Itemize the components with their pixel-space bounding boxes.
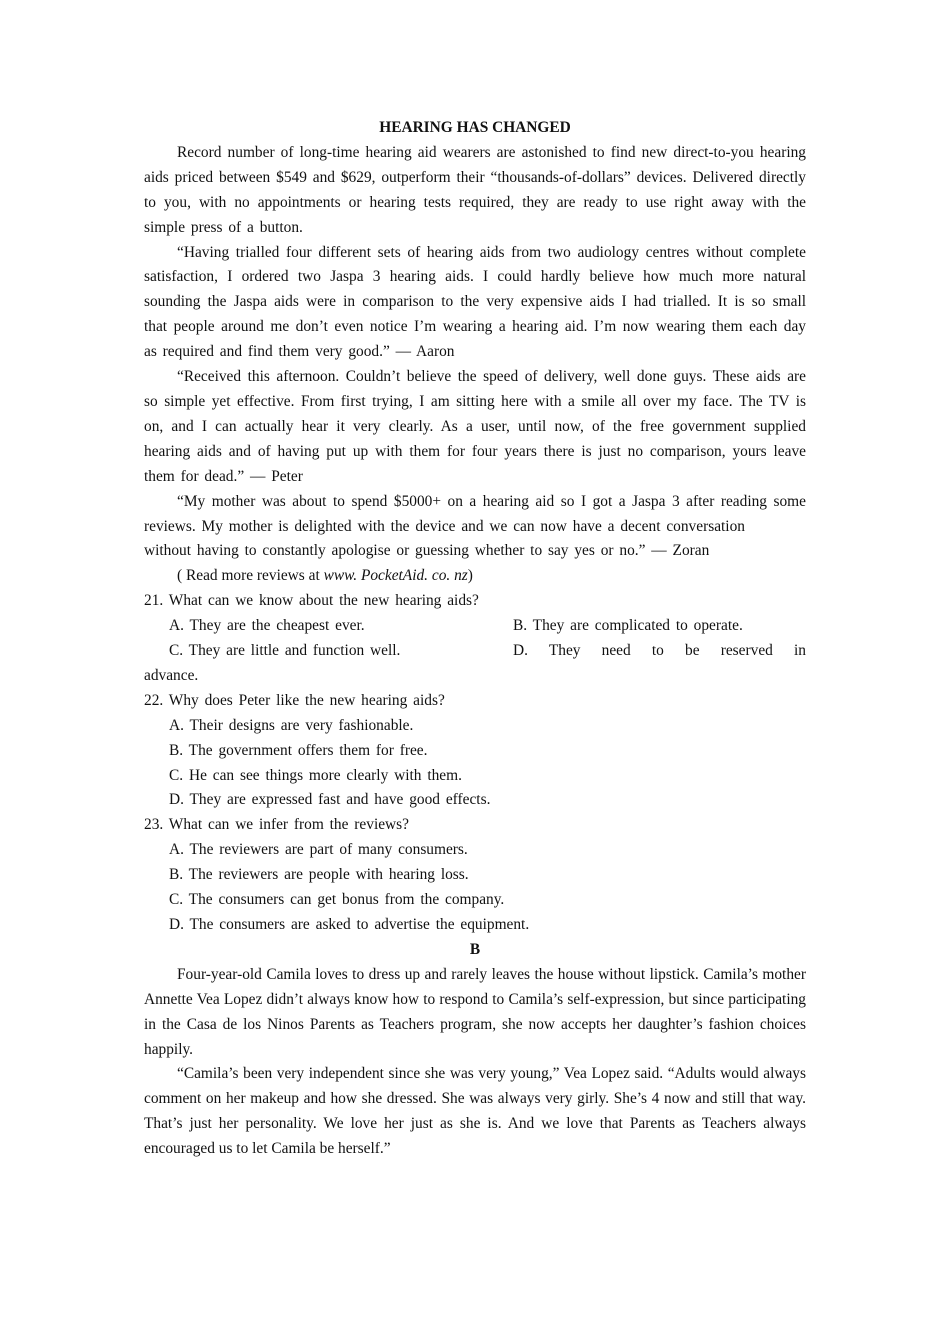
option-c: C. He can see things more clearly with them. — [169, 766, 462, 784]
review-peter: “Received this afternoon. Couldn’t believe the speed of delivery, well done guys. These aids are so simple yet effective. From first trying, I am sitting here with a smile all over my face. The TV is on, and I can actually hear it very clearly. As a user, until now, of the free government supplied hearing aids and of having put up with them for four years there is just no comparison, yours leave them for dead.” — Peter — [144, 368, 806, 485]
document-page — [144, 116, 806, 1162]
option-a: A. They are the cheapest ever. — [169, 617, 365, 635]
article-paragraph: Record number of long-time hearing aid wearers are astonished to find new direct-to-you hearing aids priced between $549 and $629, outperform their “thousands-of-dollars” devices. Delivered directly to you, with no appointments or hearing tests required, they are ready to use right away with the simple press of a button. — [144, 143, 806, 236]
option-row — [144, 639, 806, 664]
option-b: B. They are complicated to operate. — [513, 617, 743, 635]
option-b: B. The reviewers are people with hearing loss. — [169, 866, 469, 884]
question-stem: 22. Why does Peter like the new hearing aids? — [144, 691, 445, 709]
more-reviews-prefix: ( Read more reviews at — [177, 567, 324, 585]
review-zoran-continued: without having to constantly apologise or guessing whether to say yes or no.” — Zoran — [144, 542, 710, 560]
article-title: HEARING HAS CHANGED — [379, 119, 571, 136]
option-d: D. They need to be reserved in — [513, 642, 806, 660]
review-aaron: “Having trialled four different sets of hearing aids from two audiology centres without complete satisfaction, I ordered two Jaspa 3 hearing aids. I could hardly believe how much more natural sounding the Jaspa aids were in comparison to the very expensive aids I had trialled. It is so small that people around me don’t even notice I’m wearing a hearing aid. I’m now wearing them each day as required and find them very good.” — Aaron — [144, 243, 806, 361]
option-a: A. Their designs are very fashionable. — [169, 716, 414, 734]
review-zoran: “My mother was about to spend $5000+ on a hearing aid so I got a Jaspa 3 after reading some reviews. My mother is delighted with the device and we can now have a decent conversation — [144, 492, 806, 535]
option-d: D. They are expressed fast and have good effects. — [169, 791, 491, 809]
question-stem: 21. What can we know about the new hearing aids? — [144, 592, 479, 610]
option-b: B. The government offers them for free. — [169, 741, 428, 759]
question-stem: 23. What can we infer from the reviews? — [144, 816, 409, 834]
option-c: C. They are little and function well. — [169, 642, 401, 660]
article-b-paragraph: “Camila’s been very independent since she was very young,” Vea Lopez said. “Adults would always comment on her makeup and how she dressed. She was always very girly. She’s 4 now and still that way. That’s just her personality. We love her just as she is. And we love that Parents as Teachers always encouraged us to let Camila be herself.” — [144, 1065, 806, 1158]
option-d: D. The consumers are asked to advertise the equipment. — [169, 916, 530, 933]
option-a: A. The reviewers are part of many consumers. — [169, 841, 468, 859]
option-d-continued: advance. — [144, 666, 199, 684]
article-b-paragraph: Four-year-old Camila loves to dress up and rarely leaves the house without lipstick. Camila’s mother Annette Vea Lopez didn’t always know how to respond to Camila’s self-expression, but since participating in the Casa de los Ninos Parents as Teachers program, she now accepts her daughter’s fashion choices happily. — [144, 965, 806, 1058]
more-reviews-suffix: ) — [467, 567, 473, 585]
section-label: B — [469, 940, 481, 958]
more-reviews-url: www. PocketAid. co. nz — [323, 567, 468, 585]
option-row — [144, 614, 806, 639]
option-c: C. The consumers can get bonus from the company. — [169, 891, 505, 909]
more-reviews-note — [144, 564, 806, 589]
